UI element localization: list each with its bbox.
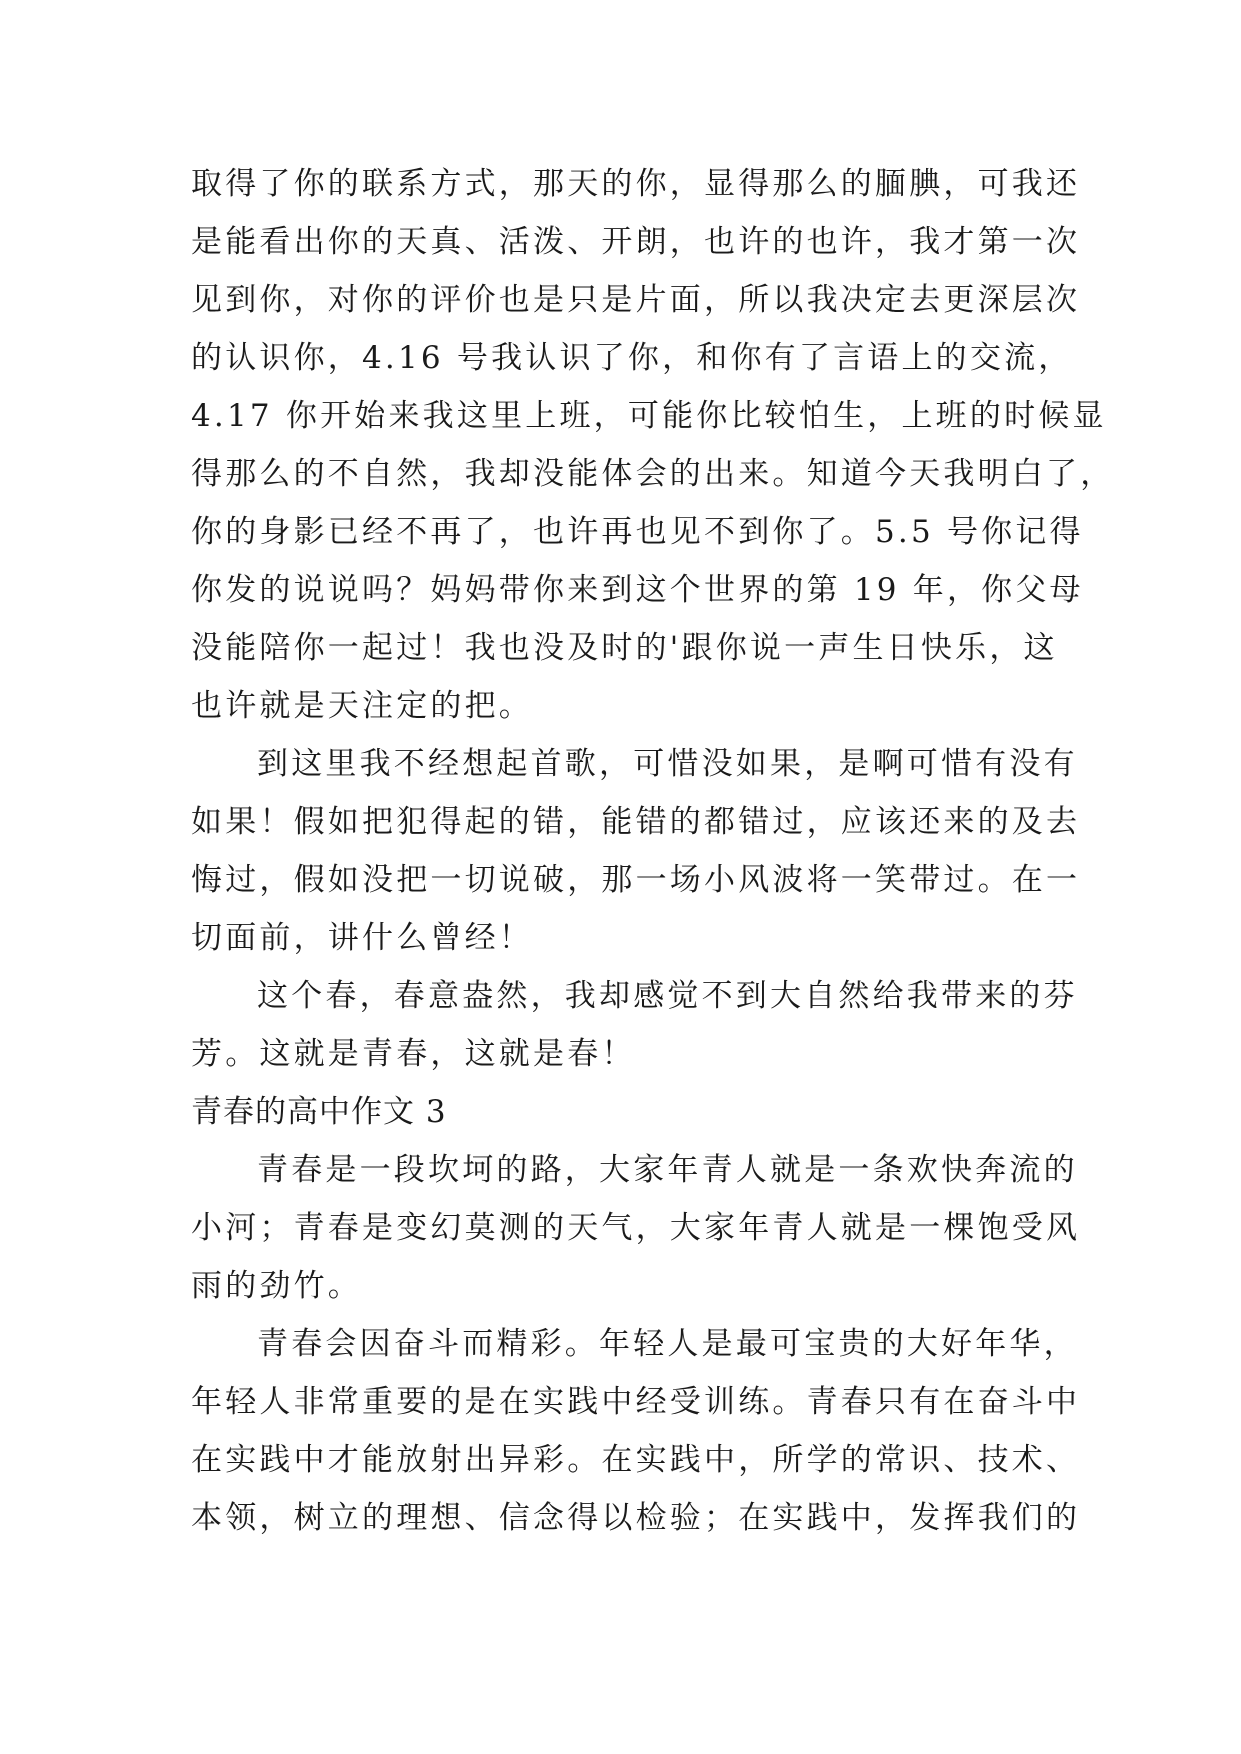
paragraph-start-line: 到这里我不经想起首歌，可惜没如果，是啊可惜有没有 <box>257 746 1078 782</box>
text-line: 年轻人非常重要的是在实践中经受训练。青春只有在奋斗中 <box>191 1384 1081 1420</box>
text-line: 你发的说说吗？妈妈带你来到这个世界的第 19 年，你父母 <box>191 572 1084 608</box>
paragraph-start-line: 这个春，春意盎然，我却感觉不到大自然给我带来的芬 <box>257 978 1078 1014</box>
paragraph-start-line: 青春是一段坎坷的路，大家年青人就是一条欢快奔流的 <box>257 1152 1078 1188</box>
text-line: 得那么的不自然，我却没能体会的出来。知道今天我明白了， <box>191 456 1115 492</box>
text-line: 也许就是天注定的把。 <box>191 688 533 724</box>
text-line: 如果！假如把犯得起的错，能错的都错过，应该还来的及去 <box>191 804 1081 840</box>
document-body <box>191 155 1115 1547</box>
text-line: 见到你，对你的评价也是只是片面，所以我决定去更深层次 <box>191 282 1081 318</box>
text-line: 是能看出你的天真、活泼、开朗，也许的也许，我才第一次 <box>191 224 1081 260</box>
text-line: 没能陪你一起过！我也没及时的'跟你说一声生日快乐，这 <box>191 630 1058 666</box>
text-line: 在实践中才能放射出异彩。在实践中，所学的常识、技术、 <box>191 1442 1081 1478</box>
text-line: 芳。这就是青春，这就是春！ <box>191 1036 636 1072</box>
text-line: 切面前，讲什么曾经！ <box>191 920 533 956</box>
text-line: 雨的劲竹。 <box>191 1268 362 1304</box>
text-line: 本领，树立的理想、信念得以检验；在实践中，发挥我们的 <box>191 1500 1081 1536</box>
text-line: 你的身影已经不再了，也许再也见不到你了。5.5 号你记得 <box>191 514 1084 550</box>
paragraph-start-line: 青春会因奋斗而精彩。年轻人是最可宝贵的大好年华， <box>257 1326 1078 1362</box>
text-line: 小河；青春是变幻莫测的天气，大家年青人就是一棵饱受风 <box>191 1210 1081 1246</box>
section-heading: 青春的高中作文 3 <box>191 1094 447 1130</box>
text-line: 悔过，假如没把一切说破，那一场小风波将一笑带过。在一 <box>191 862 1081 898</box>
text-line: 4.17 你开始来我这里上班，可能你比较怕生，上班的时候显 <box>191 398 1107 434</box>
text-line: 取得了你的联系方式，那天的你，显得那么的腼腆，可我还 <box>191 166 1081 202</box>
text-line: 的认识你，4.16 号我认识了你，和你有了言语上的交流， <box>191 340 1073 376</box>
